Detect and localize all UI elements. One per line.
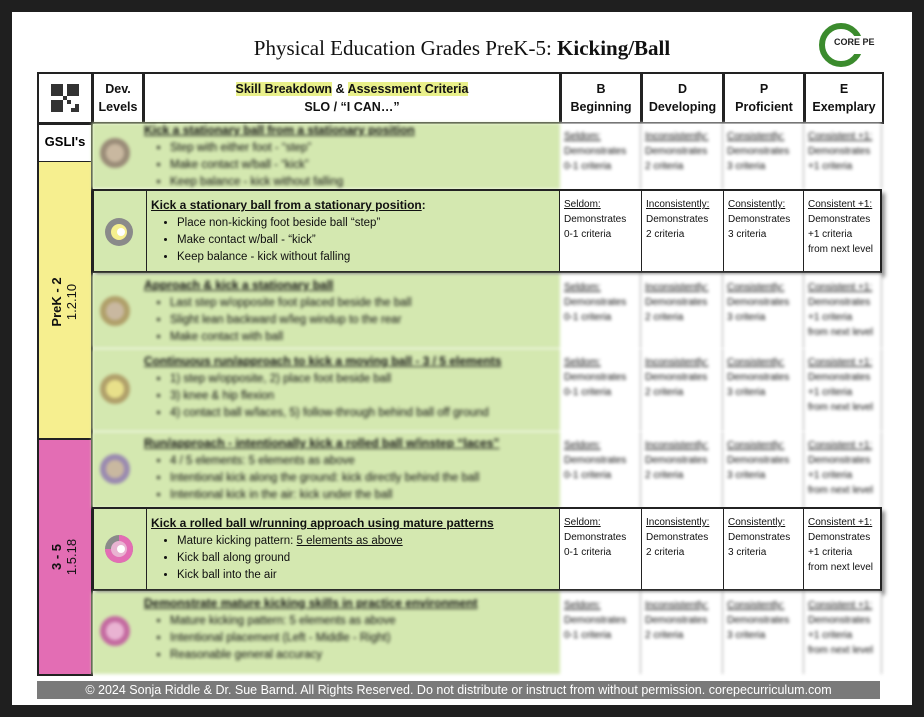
row-text (147, 509, 560, 589)
icon-cell (94, 509, 147, 589)
grade-cell-e: Consistent +1: Demonstrates +1 criteria from next level (804, 191, 880, 271)
grade-cell: Seldom: Demonstrates 0-1 criteria (560, 592, 641, 674)
progress-ring-icon (100, 616, 130, 646)
row-bullet: • Make contact w/ball - “kick” (170, 157, 554, 174)
progress-ring-icon (102, 215, 136, 249)
grade-cell: Inconsistently: Demonstrates 2 criteria (641, 349, 723, 431)
progress-ring-icon (102, 532, 136, 566)
bullet-link: 5 elements as above (296, 535, 403, 547)
band-prek2-label (49, 237, 79, 367)
grade-b-label: Seldom: (564, 199, 601, 210)
band-3-5 (37, 440, 93, 676)
skill-breakdown-label: Skill Breakdown (235, 82, 333, 96)
grade-cell: Consistent +1: Demonstrates +1 criteria from next level (804, 274, 882, 348)
row-text: Run/approach - intentionally kick a rolled ball w/instep “laces” • 4 / 5 elements: 5 elements as above • Intentional kick along the ground: kick directly behind the ball • Intentional kick in the air: kick under the ball (144, 436, 554, 504)
grade-cell: Consistent +1: Demonstrates +1 criteria from next level (804, 432, 882, 508)
grade-cell: Inconsistently: Demonstrates 2 criteria (641, 592, 723, 674)
progress-ring-icon (100, 454, 130, 484)
grade-cell: Seldom: Demonstrates 0-1 criteria (560, 274, 641, 348)
row-title: Kick a stationary ball from a stationary position (144, 123, 415, 137)
dev-levels-label: Dev. Levels (98, 82, 138, 114)
row-text: Kick a stationary ball from a stationary position: • Place non-kicking foot beside ball “step” • Make contact w/ball - “kick” • Keep balance - kick without falling (147, 191, 560, 271)
assessment-criteria-label: Assessment Criteria (347, 82, 469, 96)
row-text: Approach & kick a stationary ball • Last step w/opposite foot placed beside the ball • Slight lean backward w/leg windup to the rear • Make contact with ball (144, 278, 554, 346)
highlighted-row (92, 507, 882, 591)
grade-cell: Consistent +1: Demonstrates +1 criteria from next level (804, 349, 882, 431)
highlighted-row (92, 189, 882, 273)
grade-cell: Consistently: Demonstrates 3 criteria (723, 274, 804, 348)
row-bullet: • Kick ball along ground (177, 550, 559, 567)
col-header-d (641, 72, 724, 124)
document-page (12, 12, 912, 705)
grade-cell: Consistently: Demonstrates 3 criteria (723, 592, 804, 674)
grade-cell: Consistent +1: Demonstrates +1 criteria (804, 123, 882, 189)
col-p-word: Proficient (735, 100, 793, 114)
col-header-p (723, 72, 805, 124)
grade-cell: Consistently: Demonstrates 3 criteria (723, 123, 804, 189)
row-title: Kick a rolled ball w/running approach using mature patterns (151, 516, 494, 530)
progress-ring-icon (100, 138, 130, 168)
col-b-word: Beginning (570, 100, 632, 114)
grade-cell: Inconsistently: Demonstrates 2 criteria (641, 432, 723, 508)
progress-ring-icon (100, 374, 130, 404)
amp-label: & (332, 82, 348, 96)
grade-cell-p: Consistently: Demonstrates 3 criteria (724, 509, 804, 589)
row-title: Continuous run/approach to kick a moving ball - 3 / 5 elements (144, 354, 502, 368)
qr-code-icon (51, 84, 79, 112)
grade-cell-d: Inconsistently: Demonstrates 2 criteria (642, 191, 724, 271)
row-title: Kick a stationary ball from a stationary position (151, 198, 422, 212)
band-prek2-grade: PreK - 2 (49, 277, 64, 327)
qr-cell (37, 72, 93, 124)
row-bullet: • Mature kicking pattern: 5 elements as above (177, 533, 559, 550)
grade-cell: Seldom: Demonstrates 0-1 criteria (560, 432, 641, 508)
row-bullet: • Keep balance - kick without falling (170, 174, 554, 191)
col-header-e (804, 72, 884, 124)
band-3-5-code: 1.5.18 (64, 538, 79, 576)
skill-breakdown-header (143, 72, 561, 124)
icon-cell (94, 191, 147, 271)
grade-cell: Seldom: Demonstrates 0-1 criteria (560, 123, 641, 189)
grade-p-label: Consistently: (728, 199, 786, 210)
row-title: Run/approach - intentionally kick a rolled ball w/instep “laces” (144, 436, 500, 450)
grade-cell-d: Inconsistently: Demonstrates 2 criteria (642, 509, 724, 589)
grade-cell: Consistently: Demonstrates 3 criteria (723, 432, 804, 508)
band-prek2 (37, 162, 93, 440)
grade-cell: Consistently: Demonstrates 3 criteria (723, 349, 804, 431)
progress-ring-icon (100, 296, 130, 326)
row-bullet: • Keep balance - kick without falling (177, 249, 559, 266)
grade-cell-p: Consistently: Demonstrates 3 criteria (724, 191, 804, 271)
row-bullet: • Kick ball into the air (177, 567, 559, 584)
row-text: Continuous run/approach to kick a moving ball - 3 / 5 elements • 1) step w/opposite, 2) place foot beside ball • 3) knee & hip flexion • 4) contact ball w/laces, 5) follow-through behind ball off ground (144, 354, 554, 422)
grade-d-label: Inconsistently: (646, 199, 710, 210)
slo-label: SLO / “I CAN…” (304, 100, 400, 114)
gsli-cell (37, 123, 93, 163)
grade-cell: Consistent +1: Demonstrates +1 criteria from next level (804, 592, 882, 674)
col-d-word: Developing (648, 100, 717, 114)
col-d-letter: D (677, 82, 688, 96)
col-header-b (560, 72, 642, 124)
logo-text: CORE PE (834, 37, 875, 47)
dev-levels-header (92, 72, 144, 124)
row-text: Demonstrate mature kicking skills in practice environment • Mature kicking pattern: 5 elements as above • Intentional placement (Left - Middle - Right) • Reasonable general accuracy (144, 596, 554, 664)
band-prek2-code: 1.2.10 (64, 283, 79, 321)
row-title: Approach & kick a stationary ball (144, 278, 334, 292)
grade-cell-e: Consistent +1: Demonstrates +1 criteria from next level (804, 509, 880, 589)
col-b-letter: B (596, 82, 606, 96)
grade-cell: Seldom: Demonstrates 0-1 criteria (560, 349, 641, 431)
row-bullet: • Make contact w/ball - “kick” (177, 232, 559, 249)
band-3-5-grade: 3 - 5 (49, 544, 64, 571)
grade-cell: Inconsistently: Demonstrates 2 criteria (641, 123, 723, 189)
row-bullet: • Place non-kicking foot beside ball “step” (177, 215, 559, 232)
band-3-5-label (49, 492, 79, 622)
col-p-letter: P (759, 82, 769, 96)
row-text (144, 123, 554, 191)
copyright-footer: © 2024 Sonja Riddle & Dr. Sue Barnd. All Rights Reserved. Do not distribute or instruct from without permission. corepecurriculum.com (37, 681, 880, 699)
title-prefix: Physical Education Grades PreK-5: (253, 36, 558, 60)
col-e-word: Exemplary (812, 100, 876, 114)
col-e-letter: E (839, 82, 849, 96)
gsli-label: GSLI's (44, 134, 86, 149)
title-bold: Kicking/Ball (557, 36, 671, 60)
page-title (12, 36, 912, 61)
grade-e-label: Consistent +1: (808, 199, 873, 210)
grade-cell-b: Seldom: Demonstrates 0-1 criteria (560, 509, 642, 589)
row-title: Demonstrate mature kicking skills in practice environment (144, 596, 478, 610)
row-bullet: • Step with either foot - “step” (170, 140, 554, 157)
grade-cell: Inconsistently: Demonstrates 2 criteria (641, 274, 723, 348)
grade-cell-b: Seldom: Demonstrates 0-1 criteria (560, 191, 642, 271)
